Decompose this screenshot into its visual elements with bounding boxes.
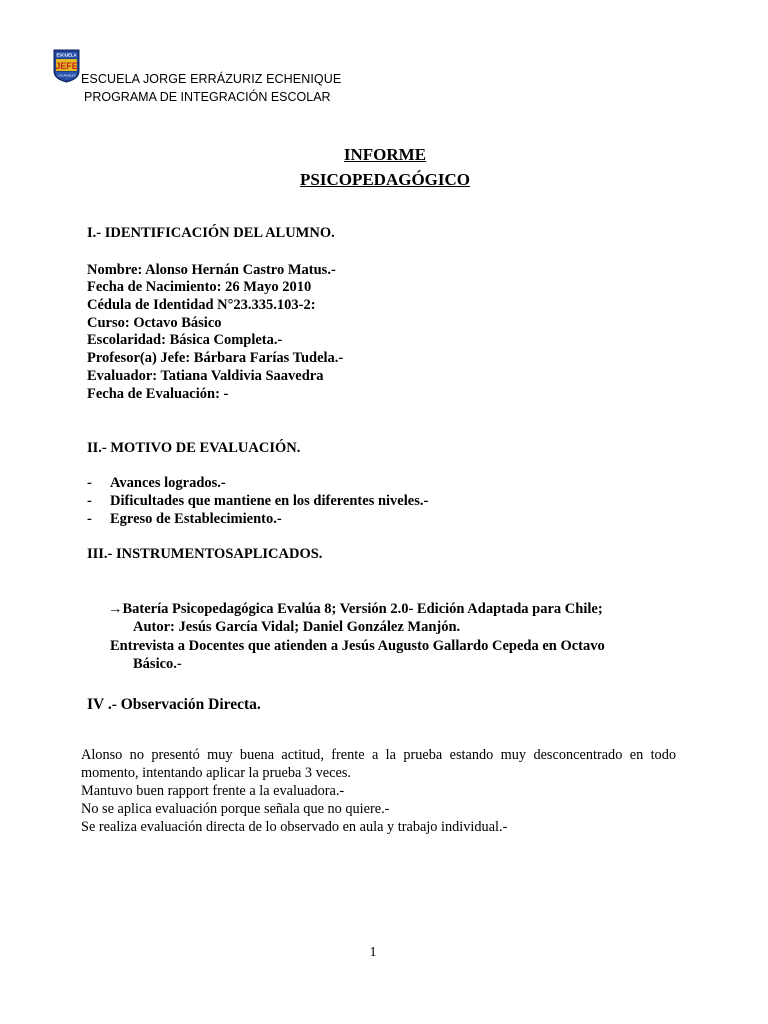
- reason-item: Dificultades que mantiene en los diferentes niveles.-: [110, 493, 429, 509]
- instrument-interview: Entrevista a Docentes que atienden a Jesús Augusto Gallardo Cepeda en Octavo: [110, 638, 605, 654]
- report-title-line2: PSICOPEDAGÓGICO: [299, 170, 471, 189]
- logo-text-main: JEFE: [55, 61, 78, 71]
- school-name: ESCUELA JORGE ERRÁZURIZ ECHENIQUE: [81, 72, 342, 86]
- program-name: PROGRAMA DE INTEGRACIÓN ESCOLAR: [84, 90, 331, 104]
- observation-line: Mantuvo buen rapport frente a la evaluadora.-: [81, 783, 345, 799]
- observation-paragraph-line2: momento, intentando aplicar la prueba 3 veces.: [81, 765, 351, 781]
- bullet-dash: -: [87, 493, 92, 509]
- instrument-battery-author: Autor: Jesús García Vidal; Daniel González Manjón.: [133, 619, 461, 635]
- student-name: Nombre: Alonso Hernán Castro Matus.-: [87, 262, 336, 278]
- page-number: 1: [369, 945, 377, 960]
- instrument-interview-cont: Básico.-: [133, 656, 182, 672]
- observation-line: No se aplica evaluación porque señala que no quiere.-: [81, 801, 390, 817]
- grade: Curso: Octavo Básico: [87, 315, 222, 331]
- schooling: Escolaridad: Básica Completa.-: [87, 332, 283, 348]
- reason-item: Avances logrados.-: [110, 475, 226, 491]
- section-reason-heading: II.- MOTIVO DE EVALUACIÓN.: [87, 440, 301, 456]
- section-identification-heading: I.- IDENTIFICACIÓN DEL ALUMNO.: [87, 225, 335, 241]
- reason-item: Egreso de Establecimiento.-: [110, 511, 282, 527]
- report-title-line1: INFORME: [343, 145, 427, 164]
- head-teacher: Profesor(a) Jefe: Bárbara Farías Tudela.-: [87, 350, 344, 366]
- section-observation-heading: IV .- Observación Directa.: [87, 696, 261, 713]
- arrow-icon: →: [108, 601, 123, 617]
- observation-paragraph-line1: Alonso no presentó muy buena actitud, frente a la prueba estando muy desconcentrado en todo: [81, 747, 676, 763]
- instrument-battery-text: Batería Psicopedagógica Evalúa 8; Versión 2.0- Edición Adaptada para Chile;: [122, 601, 603, 617]
- logo-text-top: ESCUELA: [56, 52, 77, 58]
- evaluator: Evaluador: Tatiana Valdivia Saavedra: [87, 368, 324, 384]
- bullet-dash: -: [87, 511, 92, 527]
- observation-line: Se realiza evaluación directa de lo observado en aula y trabajo individual.-: [81, 819, 508, 835]
- birth-date: Fecha de Nacimiento: 26 Mayo 2010: [87, 279, 312, 295]
- school-logo-icon: [53, 49, 80, 83]
- bullet-dash: -: [87, 475, 92, 491]
- evaluation-date: Fecha de Evaluación: -: [87, 386, 229, 402]
- logo-text-bottom: LOS ÁNGELES: [57, 74, 76, 78]
- id-number: Cédula de Identidad N°23.335.103-2:: [87, 297, 316, 313]
- section-instruments-heading: III.- INSTRUMENTOSAPLICADOS.: [87, 546, 323, 562]
- instrument-item-battery: [108, 601, 603, 618]
